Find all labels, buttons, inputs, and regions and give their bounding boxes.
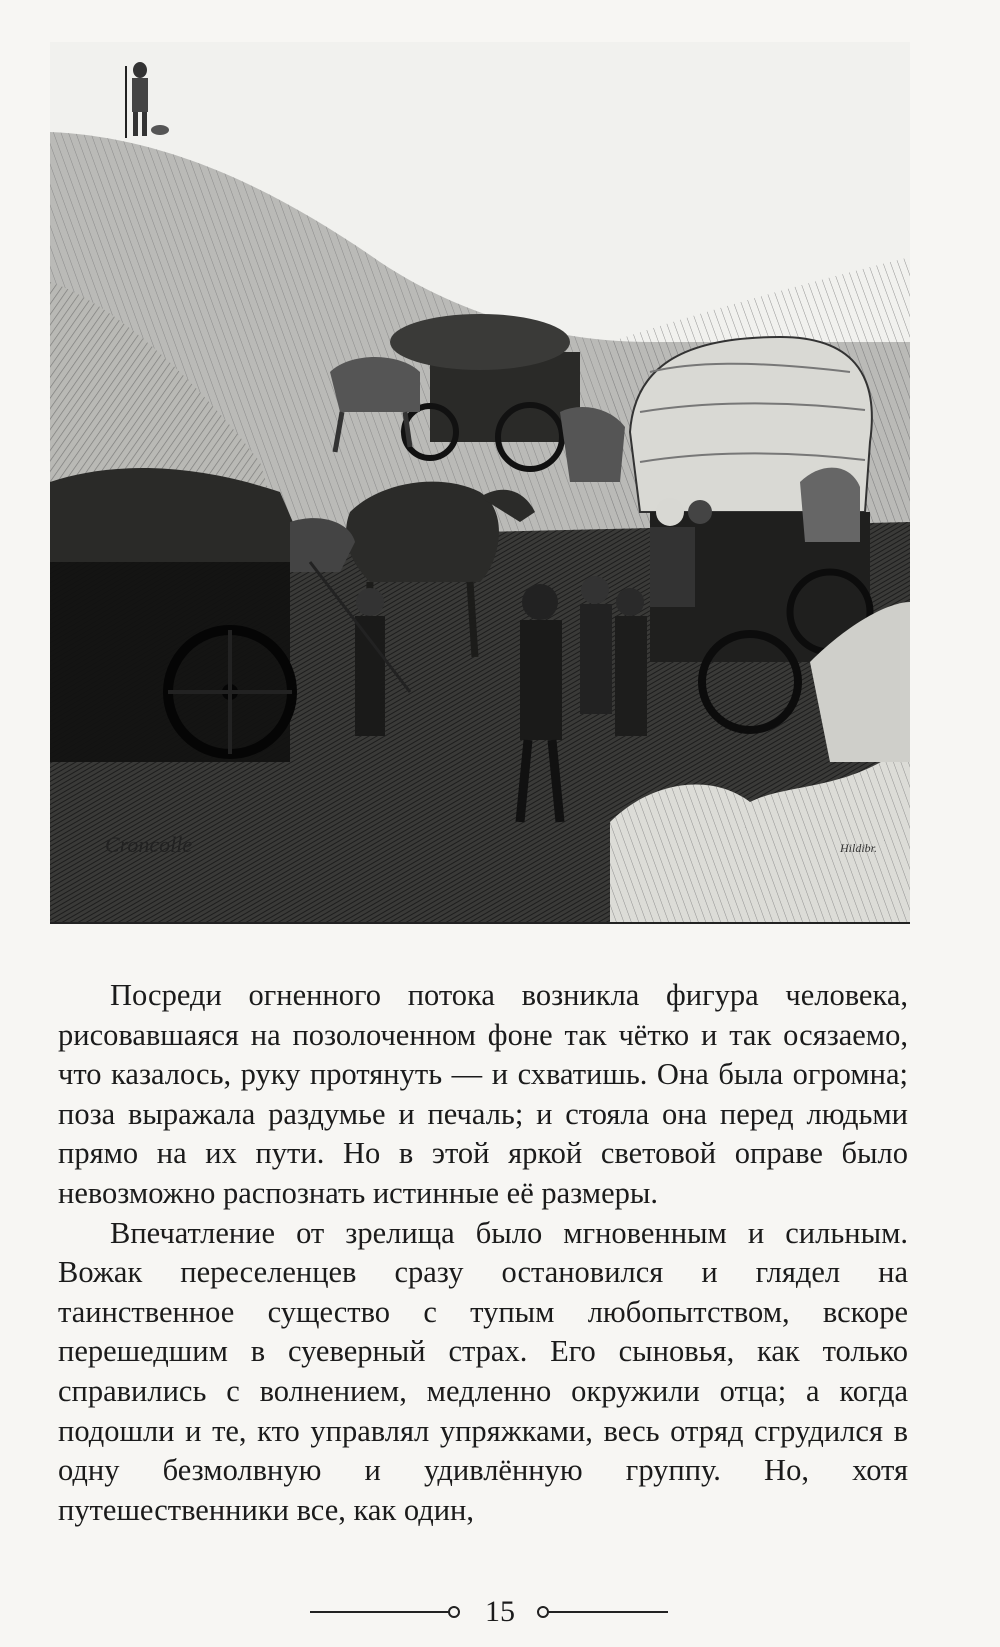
page-number: 15 (485, 1595, 515, 1628)
engraving-picture (50, 42, 910, 922)
artist-signature: Croncolle (105, 832, 193, 857)
footer-ornament-left (448, 1606, 460, 1618)
footer-rule-right (548, 1611, 668, 1613)
footer-rule-left (310, 1611, 450, 1613)
page-footer (0, 1592, 1000, 1632)
engraving-illustration (50, 42, 910, 924)
engraver-signature: Hildibr. (840, 841, 878, 855)
body-text (58, 976, 908, 1530)
paragraph-1: Посреди огненного потока возникла фигура человека, рисовавшаяся на позолоченном фоне так чётко и так осязаемо, что казалось, руку протянуть — и схватишь. Она была огромна; поза выражала раздумье и печаль; и стояла она перед людьми прямо на их пути. Но в этой яркой световой оправе было невозможно распознать истинные её размеры. (58, 978, 908, 1210)
paragraph-2: Впечатление от зрелища было мгновенным и сильным. Вожак переселенцев сразу остановился и глядел на таинственное существо с тупым любопытством, вскоре перешедшим в суеверный страх. Его сыновья, как только справились с волнением, медленно окружили отца; а когда подошли и те, кто управлял упряжками, весь отряд сгрудился в одну безмолвную и удивлённую группу. Но, хотя путешественники все, как один, (58, 1215, 908, 1527)
